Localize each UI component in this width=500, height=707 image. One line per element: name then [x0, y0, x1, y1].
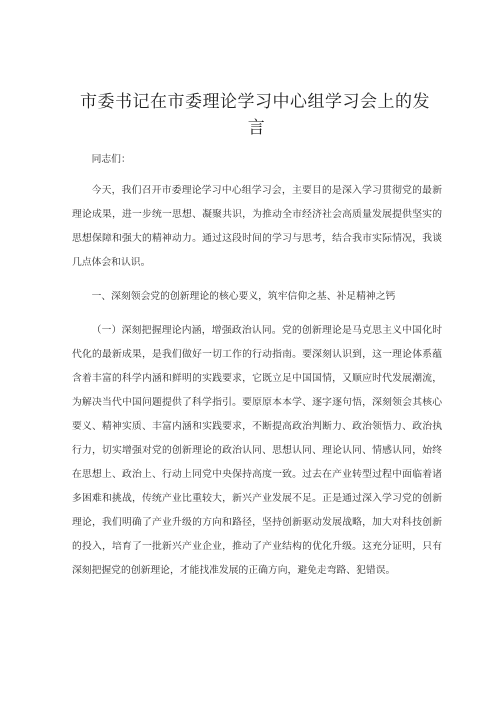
section-1-paragraph [72, 319, 442, 583]
greeting: 同志们： [91, 154, 131, 165]
document-title-line-2: 言 [247, 118, 266, 138]
section-1-heading: 一、深刻领会党的创新理论的核心要义，筑牢信仰之基、补足精神之钙 [91, 291, 396, 302]
document-body [72, 148, 442, 583]
section-1-sub-heading: （一）深刻把握理论内涵，增强政治认同。 [91, 325, 282, 336]
document-title [80, 89, 430, 141]
section-1-sub-body: 党的创新理论是马克思主义中国化时代化的最新成果，是我们做好一切工作的行动指南。要深刻认识到，这一理论体系蕴含着丰富的科学内涵和鲜明的实践要求，它既立足中国国情，又顺应时代发展潮流，为解决当代中国问题提供了科学指引。要原原本本学、逐字逐句悟，深刻领会其核心要义、精神实质、丰富内涵和实践要求，不断提高政治判断力、政治领悟力、政治执行力，切实增强对党的创新理论的政治认同、思想认同、理论认同、情感认同，始终在思想上、政治上、行动上同党中央保持高度一致。过去在产业转型过程中面临着诸多困难和挑战，传统产业比重较大，新兴产业发展不足。正是通过深入学习党的创新理论，我们明确了产业升级的方向和路径，坚持创新驱动发展战略，加大对科技创新的投入，培育了一批新兴产业企业，推动了产业结构的优化升级。这充分证明，只有深刻把握党的创新理论，才能找准发展的正确方向，避免走弯路、犯错误。 [72, 325, 443, 576]
intro-paragraph: 今天，我们召开市委理论学习中心组学习会，主要目的是深入学习贯彻党的最新理论成果，进一步统一思想、凝聚共识，为推动全市经济社会高质量发展提供坚实的思想保障和强大的精神动力。通过这段时间的学习与思考，结合我市实际情况，我谈几点体会和认识。 [72, 185, 442, 268]
document-title-line-1: 市委书记在市委理论学习中心组学习会上的发 [80, 92, 430, 112]
